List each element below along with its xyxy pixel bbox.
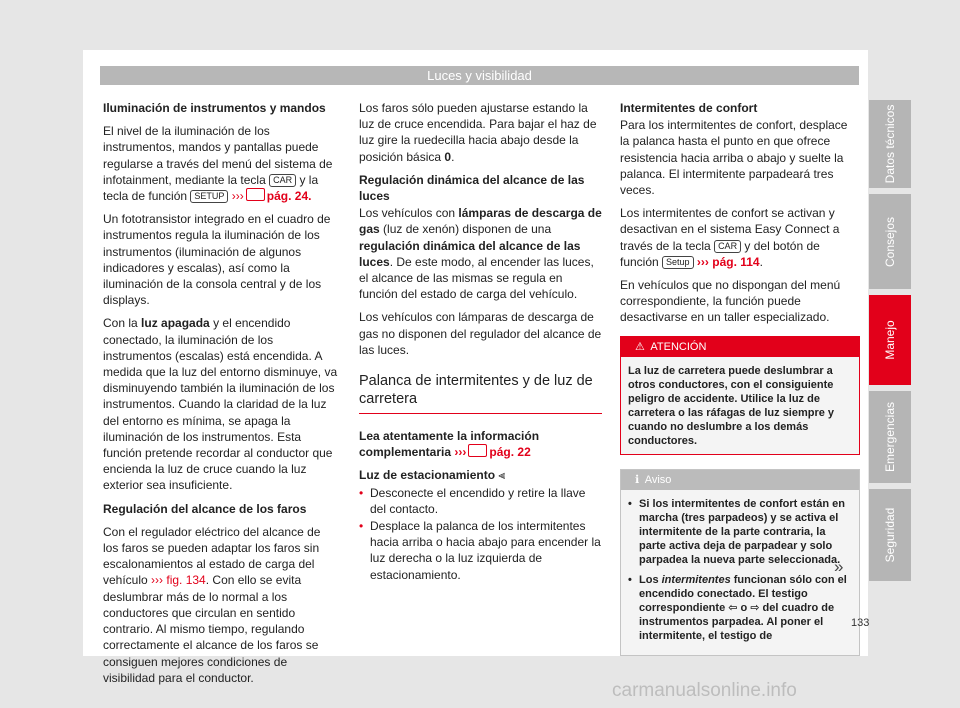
book-icon — [468, 444, 487, 457]
column-right — [620, 100, 860, 656]
page-link[interactable]: pág. 22 — [489, 445, 531, 460]
paragraph: Los faros sólo pueden ajustarse estando la luz de cruce encendida. Para bajar el haz de luz gire la ruedecilla hacia abajo desde la posición básica 0. — [359, 101, 597, 164]
setup-key: SETUP — [190, 190, 228, 203]
tab-manejo[interactable]: Manejo — [869, 295, 911, 385]
tab-consejos[interactable]: Consejos — [869, 194, 911, 289]
paragraph: Lea atentamente la información complementaria ››› pág. 22 — [359, 429, 540, 460]
note-title: Aviso — [644, 473, 672, 486]
page-number: 133 — [851, 617, 870, 629]
paragraph: Para los intermitentes de confort, desplace la palanca hasta el punto en que ofrece resistencia hacia arriba o abajo y suelte la palanca. El intermitente parpadeará tres veces. — [620, 118, 848, 198]
column-middle — [359, 100, 602, 590]
paragraph: Los intermitentes de confort se activan y desactivan en el sistema Easy Connect a través de la tecla CAR y del botón de función Setup ››› pág. 114. — [620, 206, 840, 269]
book-icon — [246, 188, 265, 201]
heading-instrument-lighting: Iluminación de instrumentos y mandos — [103, 101, 326, 115]
paragraph: En vehículos que no dispongan del menú correspondiente, la función puede desactivarse en un taller especializado. — [620, 278, 841, 325]
paragraph: Los vehículos con lámparas de descarga de gas no disponen del regulador del alcance de las luces. — [359, 310, 602, 357]
column-left — [103, 100, 339, 693]
list-item: • Desconecte el encendido y retire la llave del contacto. — [359, 485, 602, 517]
note-box — [620, 469, 860, 656]
car-key: CAR — [269, 174, 296, 187]
paragraph: Los vehículos con lámparas de descarga de gas (luz de xenón) disponen de una regulación dinámica del alcance de las luces. De este modo, al encender las luces, el alcance de las mismas se regula en función del estado de carga del vehículo. — [359, 206, 602, 302]
heading-comfort-indicators: Intermitentes de confort — [620, 101, 758, 115]
heading-headlight-range: Regulación del alcance de los faros — [103, 501, 307, 516]
car-key: CAR — [714, 240, 741, 253]
warning-text: La luz de carretera puede deslumbrar a otros conductores, con el consiguiente peligro de accidente. Utilice la luz de carretera o las ráfagas de luz siempre y cuando no deslumbre a los demás conductores. — [621, 357, 859, 454]
warning-box — [620, 336, 860, 455]
page-link[interactable]: pág. 24. — [266, 189, 312, 204]
continue-arrow-icon: » — [834, 557, 844, 576]
list-item: • Los intermitentes funcionan sólo con el encendido conectado. El testigo correspondiente ⇦ o ⇨ del cuadro de instrumentos parpadea. Al poner el intermitente, el testigo de — [628, 573, 852, 643]
page-link[interactable]: ››› pág. 114 — [696, 254, 760, 269]
paragraph: Con el regulador eléctrico del alcance de los faros se pueden adaptar los faros sin escalonamientos al estado de carga del vehículo ››› fig. 134. Con ello se evita deslumbrar más de lo normal a los conductores que circulan en sentido contrario. Al mismo tiempo, regulando correctamente el alcance de los faros se consiguen mejores condiciones de visibilidad para el conductor. — [103, 524, 321, 685]
section-title: Palanca de intermitentes y de luz de carretera — [359, 372, 602, 414]
heading-dynamic-range: Regulación dinámica del alcance de las luces — [359, 172, 585, 204]
paragraph: Un fototransistor integrado en el cuadro de instrumentos regula la iluminación de los instrumentos (iluminación de algunos indicadores y escalas), así como la iluminación de la consola central y de los displays. — [103, 212, 331, 308]
paragraph: El nivel de la iluminación de los instrumentos, mandos y pantallas puede regularse a través del menú del sistema de infotainment, mediante la tecla CAR y la tecla de función SETUP ››› pág. 24. — [103, 124, 333, 204]
list-item: • Desplace la palanca de los intermitentes hacia arriba o hacia abajo para encender la luz derecha o la luz izquierda de estacionamiento. — [359, 518, 602, 583]
warning-icon: ⚠ — [635, 340, 645, 353]
tab-emergencias[interactable]: Emergencias — [869, 391, 911, 483]
heading-parking-light: Luz de estacionamiento — [359, 468, 496, 483]
list-item: • Si los intermitentes de confort están en marcha (tres parpadeos) y se activa el intermitente de la parte contraria, la parte activa deja de parpadear y solo parpadea la nueva parte seleccionada. — [628, 497, 852, 567]
warning-title: ATENCIÓN — [650, 340, 707, 353]
setup-key: Setup — [662, 256, 694, 269]
paragraph: Con la luz apagada y el encendido conectado, la iluminación de los instrumentos (escalas) está encendida. A medida que la luz del entorno disminuye, va disminuyendo también la iluminación de los instrumentos. Cuando la claridad de la luz del entorno es mínima, se apaga la iluminación de los instrumentos. Esta función pretende recordar al conductor que encienda la luz de cruce cuando la luz exterior sea insuficiente. — [103, 316, 338, 493]
figure-link[interactable]: ››› fig. 134 — [151, 573, 206, 588]
tab-datos-tecnicos[interactable]: Datos técnicos — [869, 100, 911, 188]
tab-seguridad[interactable]: Seguridad — [869, 489, 911, 581]
watermark: carmanualsonline.info — [612, 680, 797, 701]
page-header: Luces y visibilidad — [100, 66, 859, 85]
info-icon: ℹ — [635, 473, 640, 486]
parking-light-icon: ⫷ — [498, 468, 506, 483]
